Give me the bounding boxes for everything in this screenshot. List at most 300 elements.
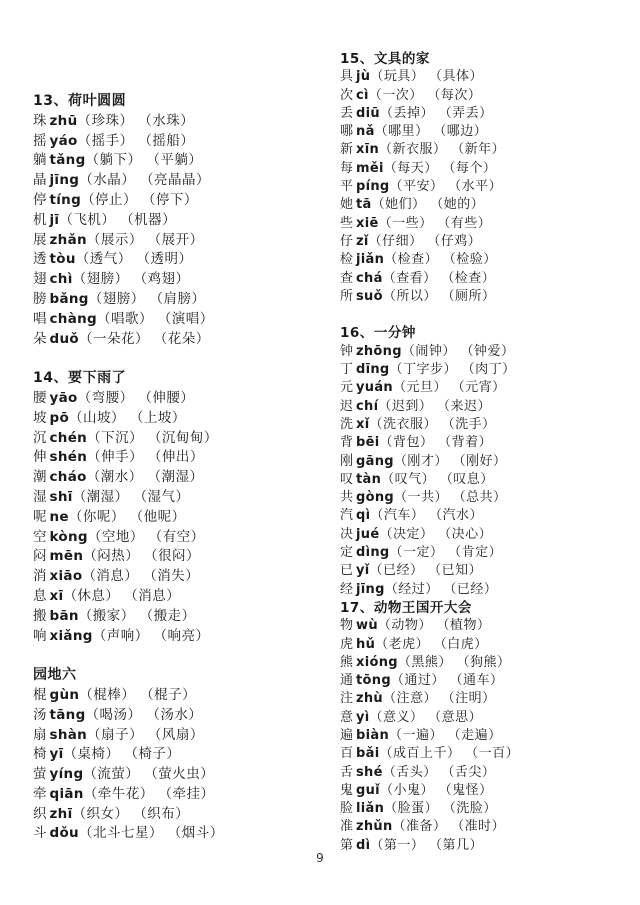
entry-line — [340, 68, 638, 86]
entry-words: （水晶） （亮晶晶） — [79, 172, 211, 189]
entry-words: （一共） （总共） — [394, 490, 507, 506]
entry-pinyin: liǎn — [356, 801, 385, 817]
entry-words: （唱歌） （演唱） — [97, 310, 214, 327]
entry-words: （动物） （植物） — [377, 618, 491, 634]
entry-hanzi: 刚 — [340, 453, 355, 469]
entry-pinyin: qiān — [49, 785, 84, 802]
entry-hanzi: 第 — [340, 837, 355, 853]
entry-hanzi: 检 — [340, 252, 355, 268]
entry-hanzi: 元 — [340, 380, 355, 396]
entry-words: （通过） （通车） — [390, 673, 504, 689]
entry-hanzi: 展 — [33, 231, 48, 248]
entry-words: （老虎） （白虎） — [375, 636, 488, 652]
entry-words: （山坡） （上坡） — [69, 409, 186, 426]
left-column — [33, 92, 333, 844]
entry-words: （洗衣服） （洗手） — [369, 416, 496, 432]
entry-words: （她们） （她的） — [371, 197, 485, 213]
entry-hanzi: 背 — [340, 435, 355, 451]
vocab-section — [33, 666, 333, 844]
entry-pinyin: shé — [356, 764, 383, 780]
entry-pinyin: zǐ — [356, 233, 369, 249]
entry-line — [340, 764, 638, 782]
section-title: 17、动物王国开大会 — [340, 599, 472, 616]
entry-line — [340, 123, 638, 141]
entry-hanzi: 织 — [33, 805, 48, 822]
entry-words: （一些） （有些） — [378, 215, 492, 231]
entry-pinyin: xīn — [356, 142, 380, 158]
entry-line — [340, 178, 638, 196]
entry-pinyin: dǒu — [49, 825, 79, 842]
entry-hanzi: 通 — [340, 673, 355, 689]
entry-pinyin: qì — [356, 508, 371, 524]
entry-words: （织女） （织布） — [72, 805, 190, 822]
entry-line — [340, 544, 638, 562]
entry-hanzi: 斗 — [33, 825, 48, 842]
entry-pinyin: biàn — [356, 727, 390, 743]
entry-words: （弯腰） （伸腰） — [77, 389, 195, 406]
entry-pinyin: bǎng — [49, 290, 89, 307]
entry-hanzi: 具 — [340, 69, 355, 85]
entry-words: （检查） （检验） — [384, 252, 497, 268]
entry-words: （展示） （展开） — [86, 231, 204, 248]
entry-pinyin: jīng — [49, 172, 80, 189]
entry-pinyin: gùn — [49, 686, 80, 703]
entry-hanzi: 汤 — [33, 706, 48, 723]
vocab-section — [33, 92, 333, 349]
entry-line — [340, 343, 638, 361]
entry-words: （意义） （意思） — [369, 709, 483, 725]
entry-line — [33, 429, 333, 449]
entry-words: （一朵花） （花朵） — [78, 330, 210, 347]
entry-words: （飞机） （机器） — [59, 211, 177, 228]
entry-words: （平安） （水平） — [389, 179, 503, 195]
entry-words: （珍珠） （水珠） — [77, 112, 195, 129]
entry-hanzi: 停 — [33, 191, 48, 208]
entry-pinyin: dīng — [356, 362, 390, 378]
entry-hanzi: 遍 — [340, 727, 355, 743]
entry-line — [33, 587, 333, 607]
entry-line — [340, 690, 638, 708]
entry-words: （潮湿） （湿气） — [72, 488, 190, 505]
entry-pinyin: yī — [49, 746, 64, 763]
entry-line — [33, 547, 333, 567]
entry-words: （舌头） （舌尖） — [382, 764, 496, 780]
entry-line — [33, 765, 333, 785]
entry-hanzi: 共 — [340, 490, 355, 506]
entry-pinyin: yáo — [49, 132, 78, 149]
entry-words: （闹钟） （钟爱） — [401, 343, 515, 359]
entry-line — [33, 191, 333, 211]
entry-pinyin: xiāo — [49, 568, 83, 585]
entry-pinyin: yuán — [356, 380, 393, 396]
entry-hanzi: 丢 — [340, 105, 355, 121]
entry-words: （每天） （每个） — [383, 160, 497, 176]
entry-hanzi: 透 — [33, 251, 48, 268]
entry-words: （喝汤） （汤水） — [85, 706, 203, 723]
entry-pinyin: gòng — [356, 490, 395, 506]
entry-pinyin: yāo — [49, 389, 78, 406]
entry-pinyin: tǎng — [49, 152, 86, 169]
entry-pinyin: tàn — [356, 471, 382, 487]
entry-words: （牵牛花） （牵挂） — [83, 785, 215, 802]
entry-words: （注意） （注明） — [383, 691, 496, 707]
entry-hanzi: 机 — [33, 211, 48, 228]
entry-hanzi: 次 — [340, 87, 355, 103]
entry-hanzi: 每 — [340, 160, 355, 176]
entry-pinyin: cì — [356, 87, 369, 103]
entry-hanzi: 所 — [340, 288, 355, 304]
entry-words: （翅膀） （肩膀） — [88, 290, 206, 307]
entry-hanzi: 洗 — [340, 416, 355, 432]
entry-line — [33, 409, 333, 429]
entry-words: （元旦） （元宵） — [392, 380, 506, 396]
entry-pinyin: wù — [356, 618, 378, 634]
entry-hanzi: 躺 — [33, 152, 48, 169]
entry-words: （下沉） （沉甸甸） — [87, 429, 218, 446]
entry-line — [340, 105, 638, 123]
entry-line — [340, 581, 638, 599]
entry-pinyin: jiǎn — [356, 252, 385, 268]
entry-line — [33, 310, 333, 330]
entry-words: （迟到） （来迟） — [378, 398, 491, 414]
entry-line — [340, 141, 638, 159]
entry-hanzi: 意 — [340, 709, 355, 725]
entry-words: （背包） （背着） — [379, 435, 493, 451]
entry-line — [340, 562, 638, 580]
section-title: 15、文具的家 — [340, 51, 430, 67]
entry-line — [340, 727, 638, 745]
entry-pinyin: měi — [356, 160, 384, 176]
entry-pinyin: jué — [356, 526, 380, 542]
entry-words: （翅膀） （鸡翅） — [72, 271, 190, 288]
entry-pinyin: suǒ — [356, 288, 383, 304]
entry-hanzi: 熊 — [340, 654, 355, 670]
entry-hanzi: 湿 — [33, 488, 48, 505]
entry-pinyin: hǔ — [356, 636, 376, 652]
entry-pinyin: dì — [356, 837, 371, 853]
entry-hanzi: 珠 — [33, 112, 48, 129]
entry-pinyin: xǐ — [356, 416, 370, 432]
entry-hanzi: 呢 — [33, 508, 48, 525]
entry-hanzi: 哪 — [340, 124, 355, 140]
entry-line — [340, 160, 638, 178]
entry-pinyin: zhū — [49, 112, 78, 129]
entry-pinyin: zhī — [49, 805, 73, 822]
entry-pinyin: duǒ — [49, 330, 79, 347]
entry-hanzi: 息 — [33, 587, 48, 604]
entry-words: （闷热） （很闷） — [83, 548, 201, 565]
entry-words: （一遍） （走遍） — [389, 727, 502, 743]
entry-hanzi: 仔 — [340, 233, 355, 249]
entry-words: （哪里） （哪边） — [374, 124, 488, 140]
entry-line — [340, 270, 638, 288]
entry-hanzi: 扇 — [33, 726, 48, 743]
entry-hanzi: 新 — [340, 142, 355, 158]
entry-line — [33, 686, 333, 706]
entry-line — [340, 526, 638, 544]
entry-line — [340, 453, 638, 471]
entry-pinyin: pō — [49, 409, 70, 426]
page-number: 9 — [316, 851, 324, 865]
right-column — [340, 50, 638, 855]
entry-hanzi: 摇 — [33, 132, 48, 149]
entry-line — [340, 398, 638, 416]
entry-hanzi: 沉 — [33, 429, 48, 446]
entry-hanzi: 闷 — [33, 548, 48, 565]
entry-line — [340, 416, 638, 434]
entry-pinyin: yǐ — [356, 563, 370, 579]
entry-line — [340, 288, 638, 306]
entry-pinyin: píng — [356, 179, 390, 195]
entry-line — [33, 468, 333, 488]
entry-words: （空地） （有空） — [87, 528, 205, 545]
vocab-section — [33, 369, 333, 646]
entry-hanzi: 舌 — [340, 764, 355, 780]
entry-pinyin: tāng — [49, 706, 86, 723]
entry-hanzi: 经 — [340, 581, 355, 597]
entry-pinyin: guǐ — [356, 782, 380, 798]
entry-words: （决定） （决心） — [379, 526, 493, 542]
vocab-section — [340, 50, 638, 306]
entry-line — [33, 627, 333, 647]
entry-words: （叹气） （叹息） — [381, 471, 494, 487]
entry-hanzi: 查 — [340, 270, 355, 286]
entry-words: （棍棒） （棍子） — [79, 686, 197, 703]
entry-words: （脸蛋） （洗脸） — [384, 801, 497, 817]
entry-hanzi: 些 — [340, 215, 355, 231]
entry-words: （摇手） （摇船） — [77, 132, 195, 149]
entry-hanzi: 叹 — [340, 471, 355, 487]
entry-line — [33, 805, 333, 825]
entry-line — [33, 726, 333, 746]
entry-words: （搬家） （搬走） — [78, 607, 196, 624]
entry-hanzi: 百 — [340, 746, 355, 762]
entry-pinyin: zhōng — [356, 343, 402, 359]
entry-line — [340, 617, 638, 635]
entry-hanzi: 唱 — [33, 310, 48, 327]
entry-words: （躺下） （平躺） — [85, 152, 203, 169]
entry-pinyin: shàn — [49, 726, 88, 743]
entry-line — [340, 379, 638, 397]
entry-line — [340, 196, 638, 214]
entry-hanzi: 汽 — [340, 508, 355, 524]
entry-words: （已经） （已知） — [369, 563, 483, 579]
entry-line — [33, 785, 333, 805]
entry-pinyin: mēn — [49, 548, 84, 565]
entry-pinyin: tā — [356, 197, 372, 213]
entry-line — [33, 151, 333, 171]
entry-hanzi: 决 — [340, 526, 355, 542]
entry-words: （扇子） （风扇） — [87, 726, 204, 743]
entry-words: （透气） （透明） — [75, 251, 193, 268]
entry-line — [340, 654, 638, 672]
entry-words: （新衣服） （新年） — [379, 142, 506, 158]
entry-pinyin: gāng — [356, 453, 394, 469]
entry-line — [33, 270, 333, 290]
section-title: 园地六 — [33, 667, 77, 684]
entry-words: （第一） （第几） — [370, 837, 484, 853]
entry-hanzi: 鬼 — [340, 782, 355, 798]
entry-hanzi: 已 — [340, 563, 355, 579]
entry-line — [340, 818, 638, 836]
entry-words: （北斗七星） （烟斗） — [78, 825, 224, 842]
entry-pinyin: jī — [49, 211, 60, 228]
entry-words: （一次） （每次） — [368, 87, 482, 103]
entry-hanzi: 虎 — [340, 636, 355, 652]
entry-line — [340, 251, 638, 269]
entry-line — [340, 709, 638, 727]
entry-pinyin: yíng — [49, 766, 84, 783]
entry-pinyin: xī — [49, 587, 64, 604]
entry-line — [340, 745, 638, 763]
entry-line — [33, 824, 333, 844]
entry-words: （桌椅） （椅子） — [63, 746, 181, 763]
entry-line — [340, 636, 638, 654]
entry-pinyin: zhù — [356, 691, 383, 707]
entry-line — [33, 448, 333, 468]
entry-words: （消息） （消失） — [82, 568, 200, 585]
entry-hanzi: 牵 — [33, 785, 48, 802]
entry-words: （伸手） （伸出） — [87, 449, 204, 466]
entry-hanzi: 坡 — [33, 409, 48, 426]
entry-words: （刚才） （刚好） — [393, 453, 507, 469]
entry-line — [33, 488, 333, 508]
entry-words: （所以） （厕所） — [382, 288, 496, 304]
entry-words: （汽车） （汽水） — [370, 508, 484, 524]
entry-line — [340, 233, 638, 251]
entry-hanzi: 准 — [340, 819, 355, 835]
entry-pinyin: shī — [49, 488, 73, 505]
entry-pinyin: kòng — [49, 528, 88, 545]
entry-pinyin: chì — [49, 271, 73, 288]
section-title: 16、一分钟 — [340, 325, 416, 342]
entry-line — [340, 471, 638, 489]
entry-line — [33, 112, 333, 132]
entry-words: （小鬼） （鬼怪） — [379, 782, 493, 798]
entry-words: （玩具） （具体） — [370, 69, 483, 85]
entry-pinyin: jù — [356, 69, 371, 85]
entry-hanzi: 脸 — [340, 801, 355, 817]
entry-line — [33, 132, 333, 152]
entry-words: （一定） （肯定） — [389, 545, 503, 561]
entry-hanzi: 消 — [33, 568, 48, 585]
entry-hanzi: 腰 — [33, 389, 48, 406]
entry-words: （黑熊） （狗熊） — [397, 654, 511, 670]
entry-pinyin: chén — [49, 429, 88, 446]
entry-pinyin: xiǎng — [49, 627, 93, 644]
section-title: 14、要下雨了 — [33, 370, 127, 387]
entry-words: （查看） （检查） — [382, 270, 496, 286]
entry-words: （成百上千） （一百） — [379, 746, 520, 762]
entry-words: （声响） （响亮） — [92, 627, 210, 644]
entry-hanzi: 定 — [340, 545, 355, 561]
entry-pinyin: diū — [356, 105, 380, 121]
entry-hanzi: 注 — [340, 691, 355, 707]
section-title: 13、荷叶圆圆 — [33, 93, 127, 109]
entry-pinyin: cháo — [49, 469, 87, 486]
entry-hanzi: 椅 — [33, 746, 48, 763]
entry-hanzi: 她 — [340, 197, 355, 213]
entry-pinyin: tíng — [49, 191, 82, 208]
entry-line — [340, 434, 638, 452]
entry-pinyin: nǎ — [356, 124, 375, 140]
entry-words: （丢掉） （弄丢） — [379, 105, 493, 121]
entry-hanzi: 迟 — [340, 398, 355, 414]
entry-hanzi: 丁 — [340, 362, 355, 378]
entry-pinyin: dìng — [356, 545, 390, 561]
entry-line — [33, 231, 333, 251]
entry-words: （经过） （已经） — [384, 581, 498, 597]
entry-line — [33, 389, 333, 409]
entry-hanzi: 潮 — [33, 469, 48, 486]
entry-line — [340, 800, 638, 818]
entry-words: （停止） （停下） — [81, 191, 198, 208]
entry-line — [340, 507, 638, 525]
entry-pinyin: chàng — [49, 310, 97, 327]
entry-line — [340, 672, 638, 690]
entry-words: （准备） （准时） — [392, 819, 506, 835]
entry-line — [33, 706, 333, 726]
entry-line — [33, 508, 333, 528]
entry-hanzi: 平 — [340, 179, 355, 195]
entry-hanzi: 搬 — [33, 607, 48, 624]
entry-line — [340, 215, 638, 233]
entry-hanzi: 翅 — [33, 271, 48, 288]
entry-hanzi: 萤 — [33, 766, 48, 783]
entry-line — [33, 211, 333, 231]
entry-line — [33, 745, 333, 765]
entry-line — [33, 607, 333, 627]
entry-pinyin: tōng — [356, 673, 391, 689]
entry-hanzi: 空 — [33, 528, 48, 545]
entry-pinyin: yì — [356, 709, 370, 725]
entry-hanzi: 伸 — [33, 449, 48, 466]
vocab-section — [340, 324, 638, 598]
entry-hanzi: 棍 — [33, 686, 48, 703]
entry-words: （你呢） （他呢） — [68, 508, 186, 525]
entry-line — [340, 782, 638, 800]
entry-pinyin: chá — [356, 270, 383, 286]
entry-line — [33, 330, 333, 350]
entry-hanzi: 晶 — [33, 172, 48, 189]
entry-pinyin: chí — [356, 398, 379, 414]
entry-line — [33, 250, 333, 270]
entry-line — [340, 361, 638, 379]
entry-words: （仔细） （仔鸡） — [368, 233, 482, 249]
entry-pinyin: xiē — [356, 215, 379, 231]
entry-line — [33, 567, 333, 587]
entry-line — [340, 87, 638, 105]
entry-pinyin: bǎi — [356, 746, 380, 762]
entry-words: （流萤） （萤火虫） — [83, 766, 215, 783]
entry-words: （休息） （消息） — [63, 587, 181, 604]
entry-pinyin: zhǎn — [49, 231, 87, 248]
entry-hanzi: 物 — [340, 618, 355, 634]
entry-pinyin: ne — [49, 508, 69, 525]
entry-line — [340, 489, 638, 507]
entry-pinyin: jīng — [356, 581, 385, 597]
entry-hanzi: 响 — [33, 627, 48, 644]
entry-hanzi: 朵 — [33, 330, 48, 347]
entry-pinyin: bēi — [356, 435, 380, 451]
entry-pinyin: xióng — [356, 654, 398, 670]
entry-words: （丁字步） （肉丁） — [389, 362, 516, 378]
entry-line — [33, 528, 333, 548]
entry-hanzi: 膀 — [33, 290, 48, 307]
entry-pinyin: bān — [49, 607, 79, 624]
entry-words: （潮水） （潮湿） — [86, 469, 204, 486]
entry-pinyin: tòu — [49, 251, 76, 268]
